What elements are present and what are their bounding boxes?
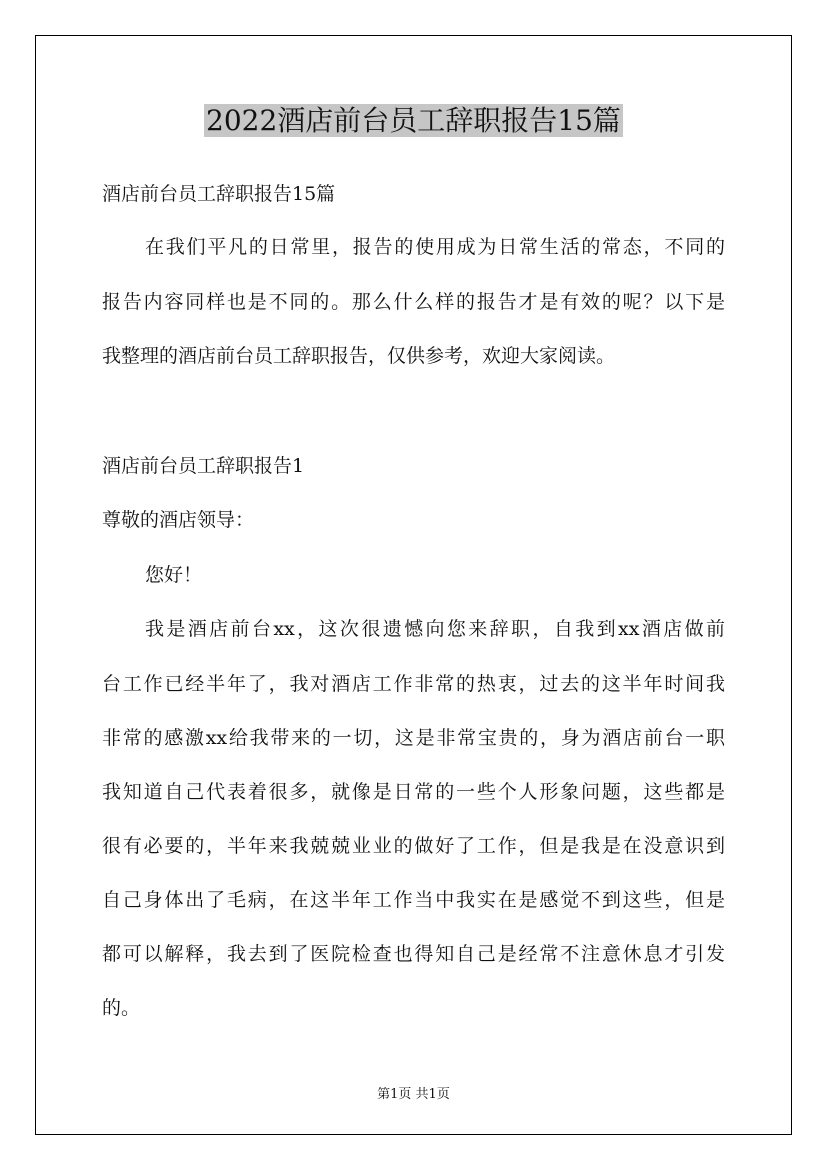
body-line: 都可以解释，我去到了医院检查也得知自己是经常不注意休息才引发 bbox=[102, 943, 725, 965]
body-line: 台工作已经半年了，我对酒店工作非常的热衷，过去的这半年时间我 bbox=[102, 673, 725, 695]
document-title: 2022酒店前台员工辞职报告15篇 bbox=[206, 104, 621, 137]
section-heading: 酒店前台员工辞职报告1 bbox=[102, 455, 305, 477]
body-line: 非常的感激xx给我带来的一切，这是非常宝贵的，身为酒店前台一职 bbox=[102, 727, 725, 749]
intro-line: 在我们平凡的日常里，报告的使用成为日常生活的常态，不同的 bbox=[145, 236, 725, 258]
body-line: 的。 bbox=[102, 997, 141, 1019]
greeting: 您好！ bbox=[145, 564, 203, 586]
body-line: 我知道自己代表着很多，就像是日常的一些个人形象问题，这些都是 bbox=[102, 781, 725, 803]
page-number: 第1页 共1页 bbox=[377, 1087, 450, 1102]
salutation: 尊敬的酒店领导： bbox=[102, 509, 255, 531]
body-line: 很有必要的，半年来我兢兢业业的做好了工作，但是我是在没意识到 bbox=[102, 835, 725, 857]
intro-line: 报告内容同样也是不同的。那么什么样的报告才是有效的呢？以下是 bbox=[102, 291, 725, 313]
document-subtitle: 酒店前台员工辞职报告15篇 bbox=[102, 183, 336, 205]
body-line: 我是酒店前台xx，这次很遗憾向您来辞职，自我到xx酒店做前 bbox=[145, 618, 725, 640]
intro-line: 我整理的酒店前台员工辞职报告，仅供参考，欢迎大家阅读。 bbox=[102, 345, 616, 367]
body-line: 自己身体出了毛病，在这半年工作当中我实在是感觉不到这些，但是 bbox=[102, 889, 725, 911]
